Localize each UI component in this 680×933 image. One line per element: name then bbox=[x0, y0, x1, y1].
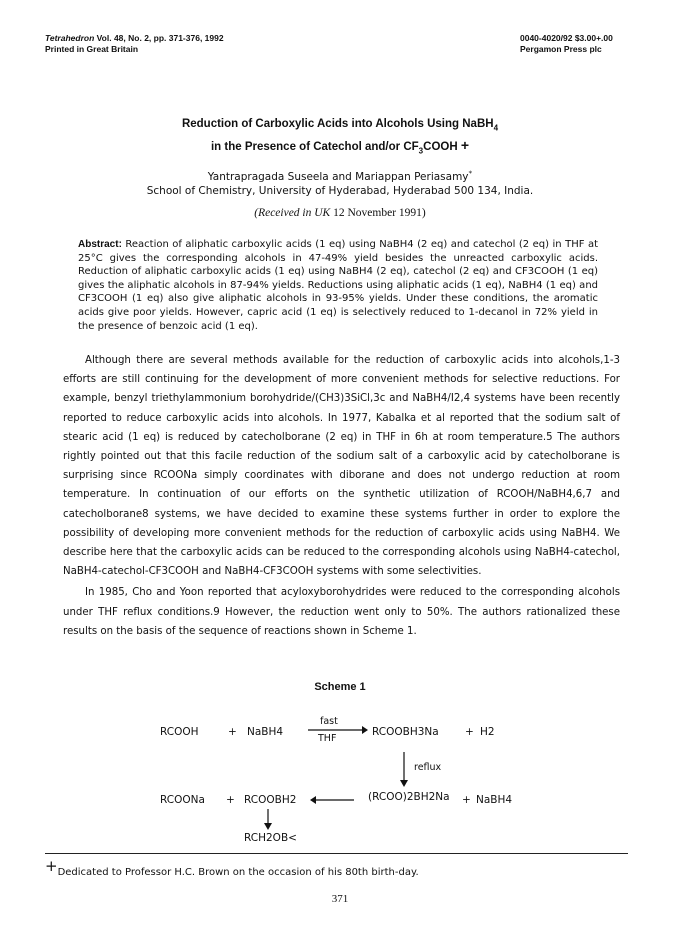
footnote bbox=[45, 857, 419, 879]
species-rcoona: RCOONa bbox=[160, 794, 205, 806]
journal-citation bbox=[45, 33, 224, 44]
plus-sign: + bbox=[228, 726, 237, 738]
product-rcoobh3na: RCOOBH3Na bbox=[372, 726, 439, 738]
journal-name: Tetrahedron bbox=[45, 33, 95, 43]
paper-title-line2: in the Presence of Catechol and/or $CF_3COOH$ + bbox=[210, 137, 470, 156]
reactant-nabh4: NaBH4 bbox=[247, 726, 284, 738]
arrow-label-thf: THF bbox=[318, 733, 337, 744]
publisher: Pergamon Press plc bbox=[520, 44, 602, 54]
printed-in: Printed in Great Britain bbox=[45, 44, 139, 54]
arrow-label-reflux: reflux bbox=[414, 762, 442, 773]
footnote-divider bbox=[45, 853, 628, 854]
affiliation: School of Chemistry, University of Hyderabad, Hyderabad 500 134, India. bbox=[146, 185, 534, 197]
plus-sign: + bbox=[465, 726, 474, 738]
volume-info: Vol. 48, No. 2, pp. 371-376, 1992 bbox=[94, 33, 224, 43]
species-rcoo2bh2na: (RCOO)2BH2Na bbox=[368, 791, 450, 803]
arrow-label-fast: fast bbox=[320, 716, 338, 727]
reaction-arrow-left bbox=[310, 795, 356, 805]
footnote-mark: + bbox=[45, 857, 58, 875]
product-h2: H2 bbox=[480, 726, 495, 738]
dagger-mark: + bbox=[460, 137, 470, 153]
received-date: (Received in UK 12 November 1991) bbox=[254, 207, 426, 219]
paragraph-2: In 1985, Cho and Yoon reported that acyloxyborohydrides were reduced to the corresponding alcohols under THF reflux conditions.9 However, the reduction went only to 50%. The authors rationalized these results on the basis of the sequence of reactions shown in Scheme 1. bbox=[63, 587, 620, 637]
paragraph-1: Although there are several methods available for the reduction of carboxylic acids into alcohols,1-3 efforts are still continuing for the development of more convenient methods for selective reductions. For example, benzyl triethylammonium borohydride/(CH3)3SiCl,3c and NaBH4/I2,4 systems have been recently reported to reduce carboxylic acids into alcohols. In 1977, Kabalka et al reported that the sodium salt of stearic acid (1 eq) is reduced by catecholborane (2 eq) in THF in 6h at room temperature.5 The authors rightly pointed out that this facile reduction of the sodium salt of a carboxylic acid by catecholborane is surprising since RCOONa simply coordinates with diborane and does not undergo reduction at room temperature. In continuation of our efforts on the synthetic utilization of RCOOH/NaBH4,6,7 and catecholborane8 systems, we have decided to examine these systems further in order to explore the possibility of developing more convenient methods for the reduction of carboxylic acids using NaBH4. We describe here that the carboxylic acids can be reduced to the corresponding alcohols using NaBH4-catechol, NaBH4-catechol-CF3COOH and NaBH4-CF3COOH systems with some selectivities. bbox=[63, 355, 620, 578]
plus-sign: + bbox=[462, 794, 471, 806]
page-number: 371 bbox=[331, 893, 349, 905]
body-text bbox=[63, 351, 620, 641]
species-rcoobh2: RCOOBH2 bbox=[244, 794, 297, 806]
plus-sign: + bbox=[226, 794, 235, 806]
species-rch2ob: RCH2OB< bbox=[244, 832, 297, 844]
abstract-label: Abstract: bbox=[78, 239, 122, 250]
issn-code: 0040-4020/92 $3.00+.00 bbox=[520, 33, 613, 43]
scheme-title: Scheme 1 bbox=[314, 681, 366, 693]
reaction-arrow-right bbox=[306, 725, 368, 735]
abstract bbox=[78, 238, 598, 333]
reactant-rcooh: RCOOH bbox=[160, 726, 199, 738]
reaction-arrow-down bbox=[398, 752, 410, 788]
author-names: Yantrapragada Suseela and Mariappan Periasamy* bbox=[207, 168, 473, 183]
paper-title-line1: Reduction of Carboxylic Acids into Alcohols Using NaBH$_4$ bbox=[181, 118, 499, 133]
reaction-arrow-down-2 bbox=[262, 809, 274, 831]
footnote-text: Dedicated to Professor H.C. Brown on the occasion of his 80th birth-day. bbox=[57, 867, 419, 878]
abstract-text: Reaction of aliphatic carboxylic acids (1 eq) using NaBH4 (2 eq) and catechol (2 eq) in THF at 25°C gives the corresponding alcohols in 47-49% yield besides the unreacted carboxylic acids. Reduction of aliphatic carboxylic acids (1 eq) using NaBH4 (2 eq), catechol (2 eq) and CF3COOH (1 eq) gives the aliphatic alcohols in 87-94% yields. Reductions using aliphatic acids (1 eq), NaBH4 (1 eq) and CF3COOH (1 eq) also give aliphatic alcohols in 93-95% yields. Under these conditions, the aromatic acids give poor yields. However, capric acid (1 eq) is selectively reduced to 1-decanol in 72% yield in the presence of benzoic acid (1 eq). bbox=[78, 239, 598, 332]
species-nabh4: NaBH4 bbox=[476, 794, 513, 806]
